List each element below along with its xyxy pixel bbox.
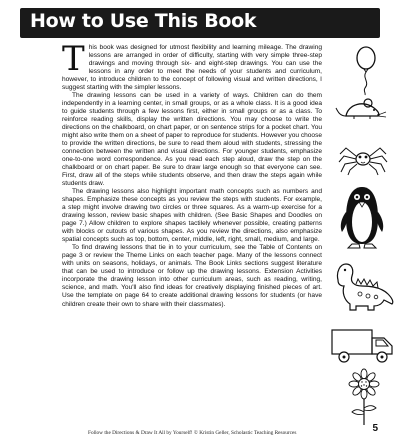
page-title: How to Use This Book	[30, 10, 257, 32]
dinosaur-drawing	[332, 250, 396, 312]
illustration-column	[326, 44, 400, 424]
paragraph-2: The drawing lessons can be used in a variety of ways. Children can do them independently in a learning center, in small groups, or as a whole class. It is a good idea to guide students through a few lessons first, either in small groups or as a class. To reinforce reading skills, display the written directions. You may choose to write the directions on the chalkboard, on chart paper, or on sentence strips for a pocket chart. You might also write them on a sheet of paper to reproduce for students. However you choose to provide the written directions, be sure to read them aloud with students, stressing the connection between the written and visual directions. For younger students, emphasize one-to-one word correspondence. As you read each step aloud, draw the step on the chalkboard or on chart paper. Be sure to draw large enough so that everyone can see. First, draw all of the steps while students observe, and then draw the steps again while students draw.	[62, 92, 322, 188]
drop-cap: T	[62, 44, 85, 79]
penguin-drawing	[340, 184, 384, 250]
page-number: 5	[372, 423, 378, 434]
paragraph-1: This book was designed for utmost flexibility and learning mileage. The drawing lessons are arranged in order of difficulty, starting with very simple three-step drawings and moving through six- and eight-step drawings. You can use the lessons in any order to meet the needs of your students and curriculum, however, to introduce children to the concept of following visual and written directions, I suggest starting with the simpler lessons.	[62, 44, 322, 92]
mouse-drawing	[334, 94, 394, 124]
paragraph-3: The drawing lessons also highlight important math concepts such as numbers and shapes. Emphasize these concepts as you review the steps with students. For example, a step might involve drawing two circles or three squares. As a warm-up exercise for a drawing lesson, review basic shapes with children. (See Basic Shapes and Doodles on page 7.) Allow children to explore shapes tactilely whenever possible, creating patterns with blocks or cutouts of various shapes. As you review the directions, also emphasize spatial concepts such as top, bottom, center, middle, left, right, small, medium, and large.	[62, 188, 322, 244]
title-banner	[20, 8, 380, 38]
truck-drawing	[330, 326, 396, 366]
body-text	[62, 44, 322, 414]
balloon-drawing	[352, 46, 382, 96]
paragraph-4: To find drawing lessons that tie in to your curriculum, see the Table of Contents on page 3 or review the Theme Links on each teacher page. Many of the lessons connect with units on seasons, holidays, or animals. The Book Links sections suggest literature that can be used to introduce or follow up the drawing lessons. Extension Activities incorporate the drawing lesson into other curriculum areas, such as reading, writing, science, and math. You'll also find ideas for creatively displaying finished pieces of art. Use the template on page 64 to create additional drawing lessons for students (or have children create their own to share with their classmates).	[62, 244, 322, 308]
sunflower-drawing	[344, 368, 384, 426]
spider-drawing	[338, 142, 388, 176]
page-footer: Follow the Directions & Draw It All by Yourself! © Kristin Geller, Scholastic Teaching Resources	[88, 430, 297, 436]
